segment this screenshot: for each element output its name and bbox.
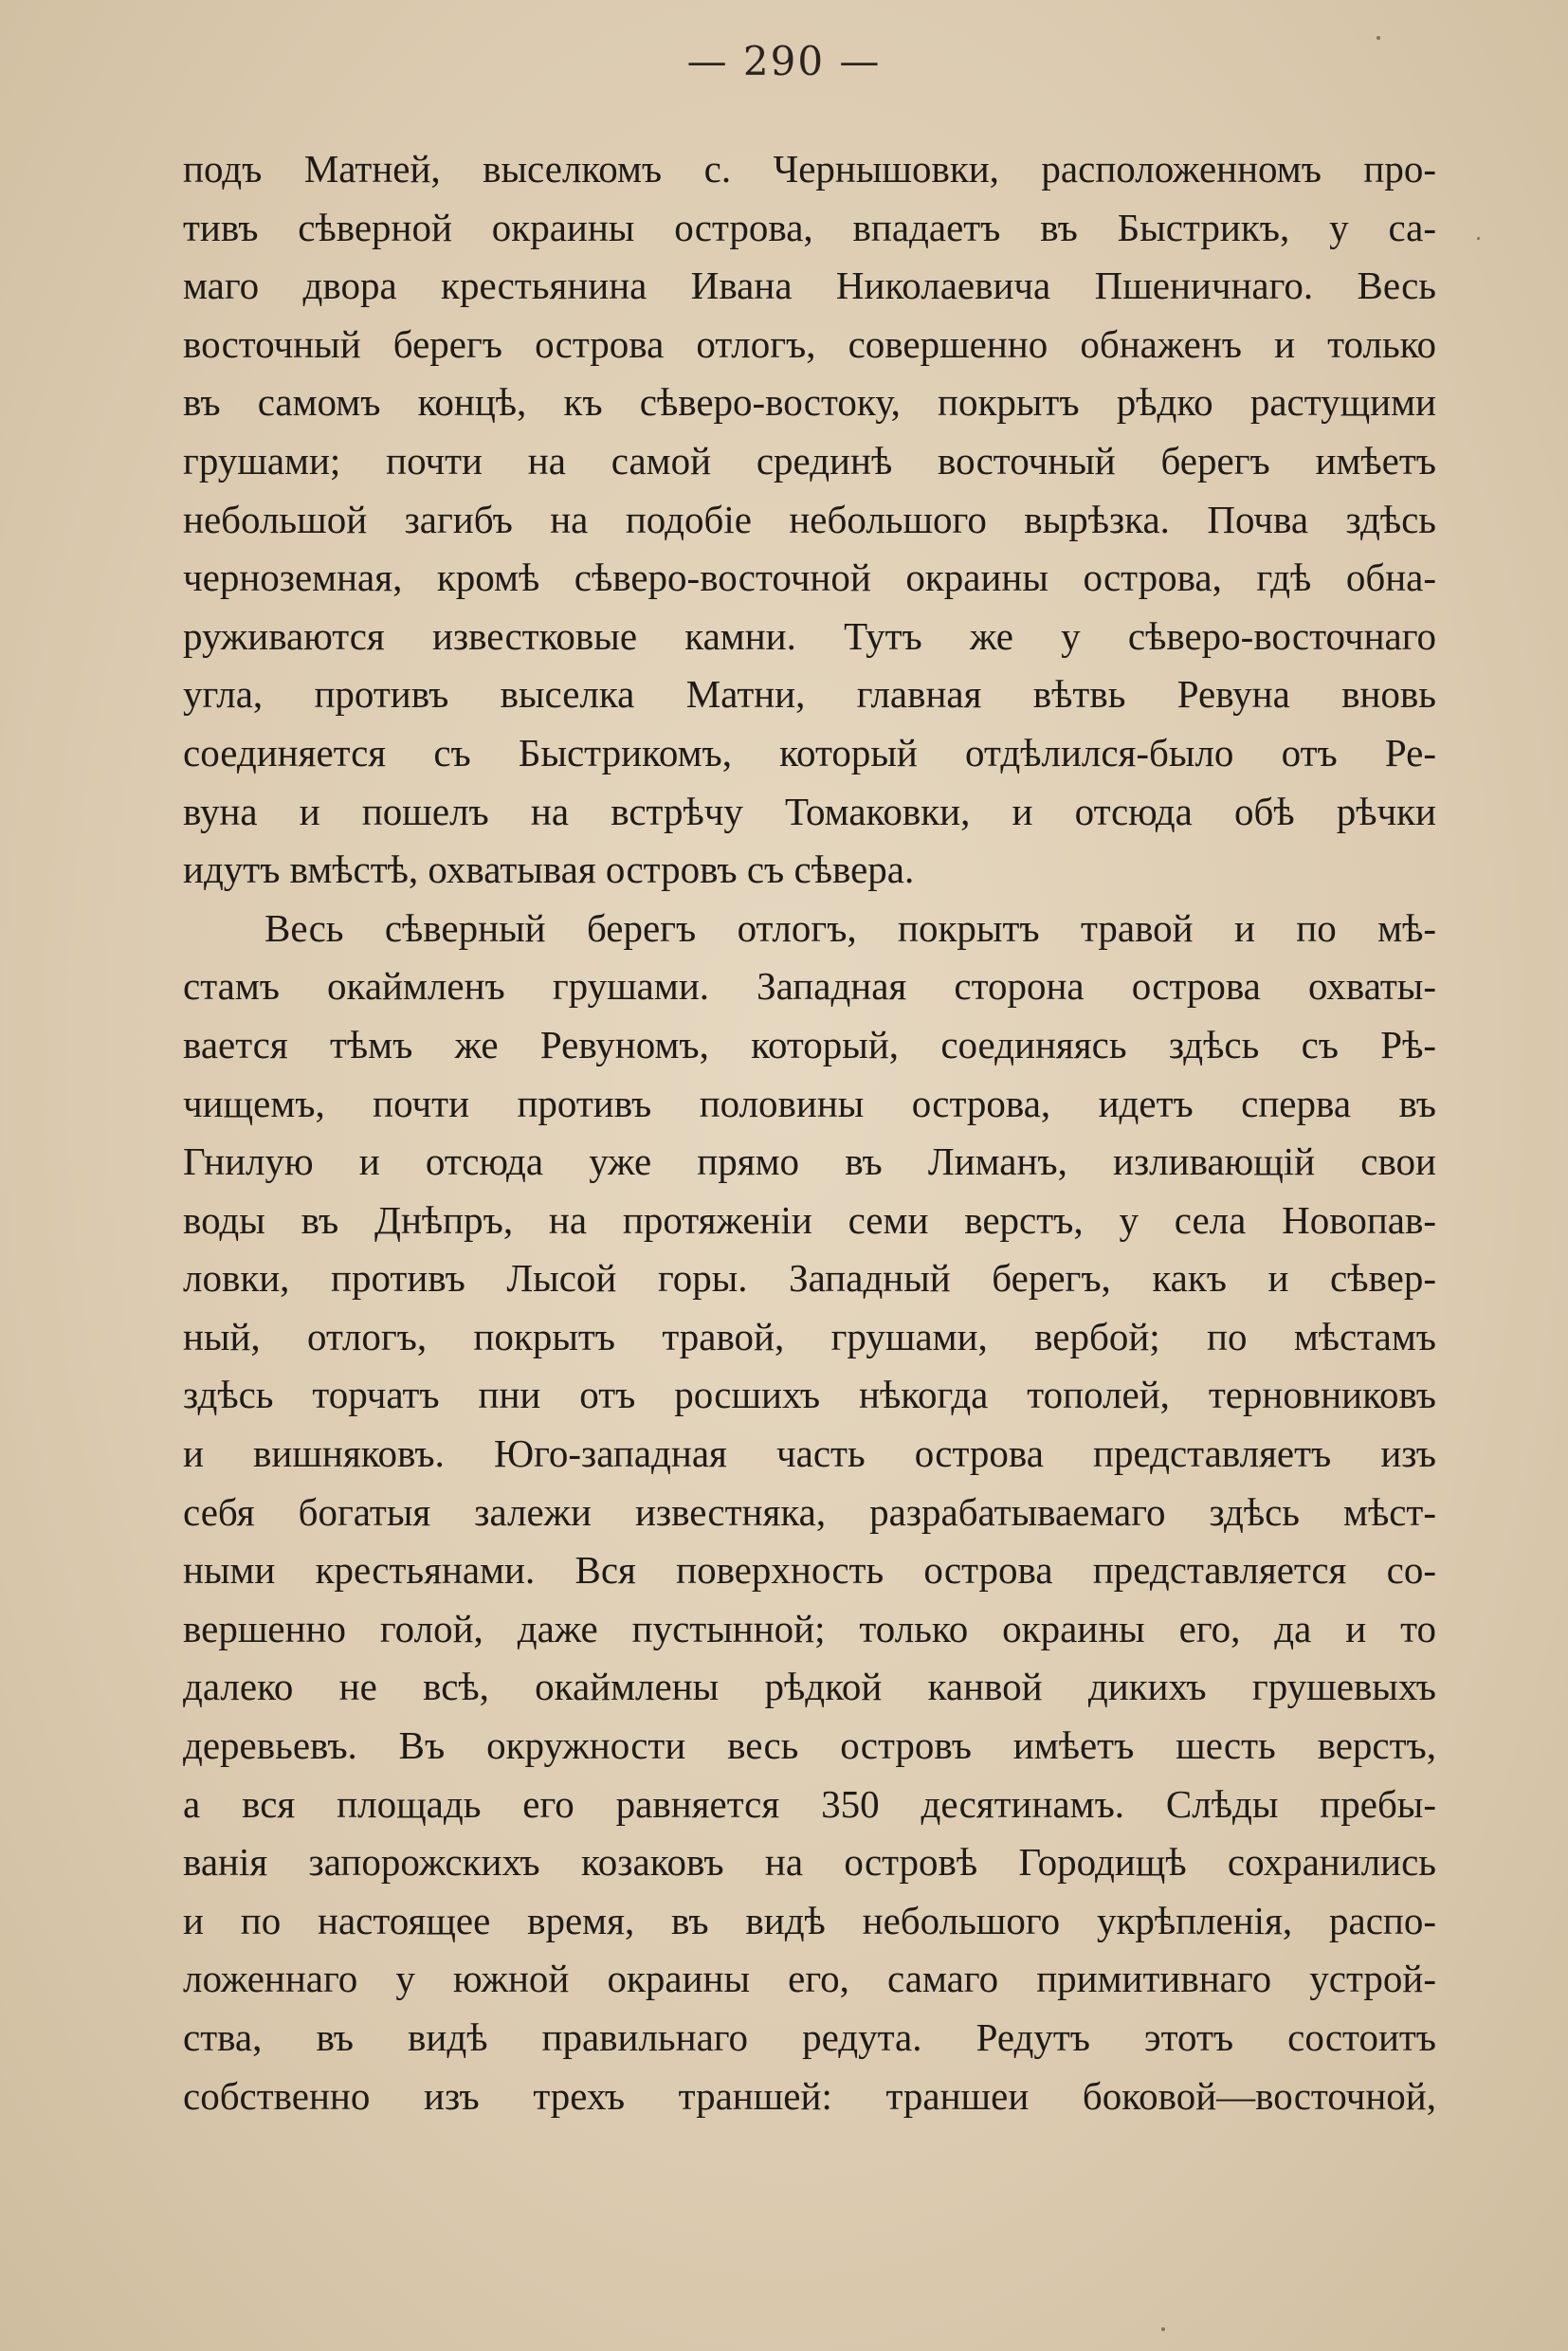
paper-speck [1161, 2327, 1165, 2331]
text-line: воды въ Днѣпръ, на протяженіи семи верстъ, у села Новопав- [183, 1197, 1436, 1242]
text-line: ванія запорожскихъ козаковъ на островѣ Городищѣ сохранились [183, 1840, 1436, 1885]
text-line: маго двора крестьянина Ивана Николаевича Пшеничнаго. Весь [183, 264, 1436, 308]
text-line: подъ Матней, выселкомъ с. Чернышовки, расположенномъ про- [183, 147, 1436, 191]
text-line: ловки, противъ Лысой горы. Западный берегъ, какъ и сѣвер- [183, 1256, 1436, 1301]
body-text [183, 140, 1436, 2125]
text-line: руживаются известковые камни. Тутъ же у сѣверо-восточнаго [183, 613, 1436, 658]
paper-speck [1377, 36, 1380, 40]
text-line: восточный берегъ острова отлогъ, совершенно обнаженъ и только [183, 321, 1436, 366]
text-line: угла, противъ выселка Матни, главная вѣтвь Ревуна вновь [183, 672, 1436, 717]
text-line: ложеннаго у южной окраины его, самаго примитивнаго устрой- [183, 1957, 1436, 2001]
text-line: черноземная, кромѣ сѣверо-восточной окраины острова, гдѣ обна- [183, 556, 1436, 600]
text-line: Весь сѣверный берегъ отлогъ, покрытъ травой и по мѣ- [264, 905, 1436, 950]
text-line: вуна и пошелъ на встрѣчу Томаковки, и отсюда обѣ рѣчки [183, 789, 1436, 833]
paper-speck [1477, 237, 1480, 240]
text-line: тивъ сѣверной окраины острова, впадаетъ въ Быстрикъ, у са- [183, 205, 1436, 249]
text-line: ный, отлогъ, покрытъ травой, грушами, вербой; по мѣстамъ [183, 1314, 1436, 1358]
text-line: здѣсь торчатъ пни отъ росшихъ нѣкогда тополей, терновниковъ [183, 1373, 1436, 1417]
text-line: вершенно голой, даже пустынной; только окраины его, да и то [183, 1606, 1436, 1650]
text-line: собственно изъ трехъ траншей: траншеи боковой—восточной, [183, 2073, 1436, 2118]
text-line: соединяется съ Быстрикомъ, который отдѣлился-было отъ Ре- [183, 730, 1436, 775]
text-line: въ самомъ концѣ, къ сѣверо-востоку, покрытъ рѣдко растущими [183, 380, 1436, 425]
text-line: и вишняковъ. Юго-западная часть острова представляетъ изъ [183, 1431, 1436, 1476]
text-line: небольшой загибъ на подобіе небольшого вырѣзка. Почва здѣсь [183, 497, 1436, 541]
text-line: далеко не всѣ, окаймлены рѣдкой канвой дикихъ грушевыхъ [183, 1665, 1436, 1709]
text-line: и по настоящее время, въ видѣ небольшого укрѣпленія, распо- [183, 1898, 1436, 1942]
text-line: деревьевъ. Въ окружности весь островъ имѣетъ шесть верстъ, [183, 1723, 1436, 1768]
text-line: вается тѣмъ же Ревуномъ, который, соединяясь здѣсь съ Рѣ- [183, 1022, 1436, 1066]
text-line: себя богатыя залежи известняка, разрабатываемаго здѣсь мѣст- [183, 1489, 1436, 1534]
text-line: стамъ окаймленъ грушами. Западная сторона острова охваты- [183, 964, 1436, 1009]
text-line: грушами; почти на самой срединѣ восточный берегъ имѣетъ [183, 438, 1436, 483]
page-number: — 290 — [686, 38, 882, 84]
text-line: Гнилую и отсюда уже прямо въ Лиманъ, изливающій свои [183, 1139, 1436, 1184]
text-line: ными крестьянами. Вся поверхность острова представляется со- [183, 1548, 1436, 1593]
text-line: идутъ вмѣстѣ, охватывая островъ съ сѣвера. [183, 847, 915, 892]
text-line: а вся площадь его равняется 350 десятинамъ. Слѣды пребы- [183, 1781, 1436, 1826]
text-line: ства, въ видѣ правильнаго редута. Редутъ этотъ состоитъ [183, 2015, 1436, 2059]
text-line: чищемъ, почти противъ половины острова, идетъ сперва въ [183, 1081, 1436, 1125]
